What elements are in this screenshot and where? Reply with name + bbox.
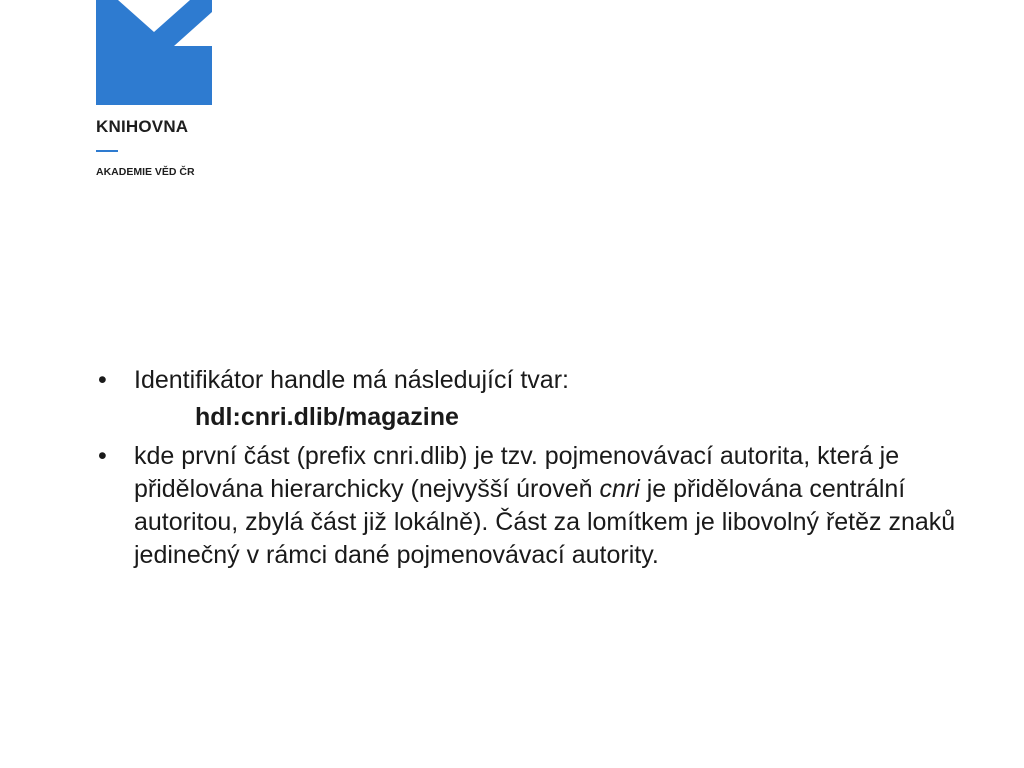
bullet-text-italic: cnri [599,475,640,503]
bullet-icon: • [98,442,107,470]
bullet-icon: • [98,366,107,394]
logo-subtitle: AKADEMIE VĚD ČR [96,166,195,178]
slide-content [96,364,986,572]
bullet-text: Identifikátor handle má následující tvar: [134,366,569,394]
handle-example: hdl:cnri.dlib/magazine [195,403,459,431]
bullet-item [96,440,986,572]
bullet-item [96,364,986,397]
logo-name: KNIHOVNA [96,117,189,136]
k-mark-icon [96,0,216,108]
logo-divider [96,150,118,152]
library-logo [96,0,216,190]
bullet-text: je přidělována centrální autoritou, zbylá část již lokálně). Část za lomítkem je libovolný řetěz znaků jedinečný v rámci dané pojmenovávací autority. [134,475,956,569]
bullet-text: kde první část (prefix cnri.dlib) je tzv. pojmenovávací autorita, která je přidělována hierarchicky (nejvyšší úroveň [134,442,900,503]
